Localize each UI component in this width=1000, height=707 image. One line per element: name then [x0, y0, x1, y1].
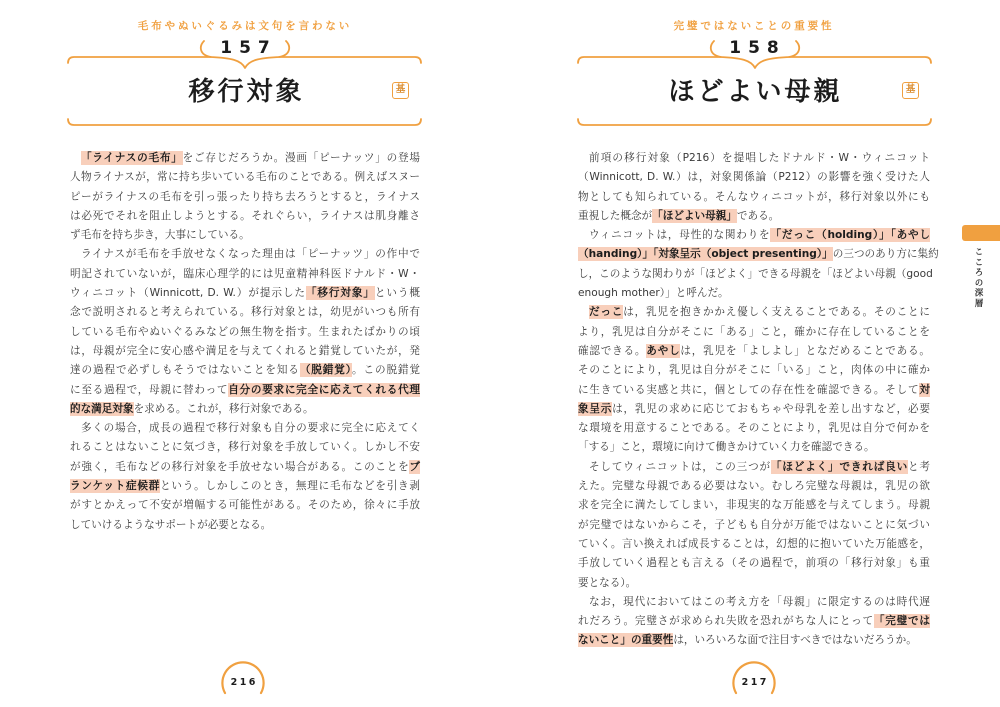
- text-line: [578, 361, 930, 380]
- text-line: [70, 477, 420, 496]
- text-run: ライナスが毛布を手放せなくなった理由は「ピーナッツ」の作中で: [81, 248, 420, 261]
- text-run: である。: [736, 209, 780, 222]
- text-line: [578, 303, 930, 322]
- text-run: 多くの場合，成長の過程で移行対象も自分の要求に完全に応えてく: [81, 422, 420, 435]
- text-line: [70, 226, 420, 245]
- paragraph: [70, 149, 420, 245]
- paragraph: [70, 245, 420, 419]
- text-line: [70, 361, 420, 380]
- highlighted-term: だっこ: [589, 306, 624, 319]
- text-line: [70, 168, 420, 187]
- text-line: [578, 631, 930, 650]
- text-line: [70, 496, 420, 515]
- text-run: 物としても知られている。そんなウィニコットが，移行対象以外にも: [578, 190, 930, 203]
- highlighted-term: 自分の要求に完全に応えてくれる代理: [228, 383, 420, 396]
- text-run: そのことにより，乳児は自分がそこに「いる」こと，肉体の中に確か: [578, 364, 930, 377]
- body-text: [70, 149, 420, 535]
- text-line: [578, 226, 930, 245]
- text-line: [578, 612, 930, 631]
- text-run: と考: [908, 460, 931, 473]
- text-line: [70, 381, 420, 400]
- text-line: [578, 245, 939, 264]
- paragraph: [578, 593, 930, 651]
- text-line: [578, 554, 930, 573]
- text-run: している毛布やぬいぐるみなどの無生物を指す。生まれたばかりの頃: [70, 325, 420, 338]
- text-run: 人物ライナスが，常に持ち歩いている毛布のことである。例えばスヌー: [70, 171, 420, 184]
- paragraph: [70, 419, 420, 535]
- text-line: [70, 284, 420, 303]
- entry-title: 移行対象: [188, 77, 305, 107]
- basic-level-badge-icon: 基: [392, 82, 409, 99]
- text-line: [578, 323, 930, 342]
- text-run: 要となる）。: [578, 576, 637, 589]
- highlighted-term: （handing）」「対象呈示（object presenting）」: [578, 248, 833, 261]
- highlighted-term: 「ライナスの毛布」: [81, 152, 183, 164]
- text-line: [578, 574, 930, 593]
- highlighted-term: ブ: [409, 460, 420, 473]
- highlighted-term: 象呈示: [578, 402, 613, 415]
- text-run: し，このような関わりが「ほどよく」できる母親を「ほどよい母親（good: [578, 267, 933, 280]
- text-run: ウィニコットは，母性的な関わりを: [589, 229, 771, 242]
- text-line: [578, 419, 930, 438]
- text-run: enough mother）」と呼んだ。: [578, 287, 729, 300]
- entry-subtitle: 毛布やぬいぐるみは文句を言わない: [137, 20, 353, 32]
- text-line: [70, 323, 420, 342]
- text-line: [70, 438, 420, 457]
- text-run: えた。完璧な母親である必要はない。むしろ完璧な母親は，乳児の欲: [578, 480, 930, 493]
- highlighted-term: （脱錯覚）: [299, 364, 352, 377]
- entry-title: ほどよい母親: [668, 77, 843, 107]
- chapter-thumb-label: こころの深層: [973, 247, 983, 309]
- text-run: がすとかえって不安が増幅する可能性がある。そのため，徐々に手放: [70, 499, 420, 512]
- text-run: は，母親が完全に安心感や満足を与えてくれると錯覚していたが，発: [70, 344, 420, 357]
- highlighted-term: ランケット症候群: [70, 480, 161, 493]
- text-run: れだろう。完璧さが求められ失敗を恐れがちな人にとって: [578, 615, 874, 628]
- text-run: という。しかしこのとき，無理に毛布などを引き剥: [160, 480, 420, 493]
- text-run: は，乳児を抱きかかえ優しく支えることである。そのことに: [623, 306, 931, 319]
- text-run: ピーがライナスの毛布を引っ張ったり持ち去ろうとすると，ライナス: [70, 190, 420, 203]
- text-line: [70, 342, 420, 361]
- text-line: [578, 149, 930, 168]
- text-line: [578, 168, 930, 187]
- text-line: [578, 438, 930, 457]
- text-line: [578, 477, 930, 496]
- text-run: が完璧ではないからこそ，子どもも自分が万能ではないことに気づい: [578, 518, 930, 531]
- text-run: そしてウィニコットは，この三つが: [589, 460, 771, 473]
- text-line: [70, 265, 420, 284]
- paragraph: [578, 303, 930, 457]
- text-run: 手放していく過程とも言える（その過程で，前項の「移行対象」も重: [578, 557, 930, 570]
- text-line: [70, 245, 420, 264]
- entry-number: 157: [220, 38, 277, 58]
- text-run: より，乳児は自分がそこに「ある」こと，確かに存在していることを: [578, 325, 930, 338]
- highlighted-term: 「移行対象」: [305, 287, 375, 300]
- text-run: （Winnicott, D. W.）は，対象関係論（P212）の影響を強く受けた人: [578, 171, 930, 184]
- text-line: [578, 535, 930, 554]
- text-line: [70, 207, 420, 226]
- text-run: が強く，毛布などの移行対象を手放せない場合がある。このことを: [70, 460, 410, 473]
- text-run: 確認できる。: [578, 344, 647, 357]
- highlighted-term: 的な満足対象: [70, 402, 134, 415]
- text-run: 前項の移行対象（P216）を提唱したドナルド・W・ウィニコット: [589, 152, 930, 164]
- text-run: なお，現代においてはこの考え方を「母親」に限定するのは時代遅: [589, 595, 930, 608]
- page-number: [732, 661, 776, 705]
- text-run: という概: [374, 287, 421, 300]
- entry-subtitle: 完璧ではないことの重要性: [673, 20, 835, 32]
- basic-level-badge-icon: 基: [902, 82, 919, 99]
- text-run: の三つのあり方に集約: [832, 248, 939, 261]
- page-right: [500, 0, 1000, 707]
- text-run: 重視した概念が: [578, 209, 653, 222]
- text-line: [70, 419, 420, 438]
- highlighted-term: 「ほどよい母親」: [652, 209, 737, 222]
- text-line: [70, 516, 420, 535]
- highlighted-term: 対: [919, 383, 930, 396]
- text-run: は，乳児の求めに応じておもちゃや母乳を差し出すなど，必要: [612, 402, 930, 415]
- text-run: は，いろいろな面で注目すべきではないだろうか。: [673, 634, 917, 647]
- text-run: は必死でそれを阻止しようとする。それぐらい，ライナスは肌身離さ: [70, 209, 420, 222]
- text-line: [578, 207, 930, 226]
- highlighted-term: 「だっこ（holding）」「あやし: [770, 229, 930, 242]
- text-line: [578, 400, 930, 419]
- text-run: に至る過程で，母親に替わって: [70, 383, 229, 396]
- text-line: [578, 516, 930, 535]
- text-line: [70, 303, 420, 322]
- text-line: [578, 496, 930, 515]
- entry-number: 158: [729, 38, 786, 58]
- text-line: [70, 188, 420, 207]
- text-run: を求める。これが，移行対象である。: [133, 402, 314, 415]
- text-run: をご存じだろうか。漫画「ピーナッツ」の登場: [182, 152, 420, 164]
- text-run: ていく。言い換えれば成長することは，幻想的に抱いていた万能感を，: [578, 537, 930, 550]
- page-number-label: 217: [741, 677, 769, 688]
- paragraph: [578, 458, 930, 593]
- page-number-label: 216: [230, 677, 258, 688]
- text-run: は，乳児を「よしよし」となだめることである。: [680, 344, 930, 357]
- text-line: [578, 188, 930, 207]
- text-run: 。この脱錯覚: [351, 364, 421, 377]
- text-run: に生きている実感と共に，個としての存在性を確認できる。そして: [578, 383, 920, 396]
- text-run: していけるようなサポートが必要となる。: [70, 518, 272, 531]
- text-line: [70, 400, 420, 419]
- text-run: 念で説明されると考えられている。移行対象とは，幼児がいつも所有: [70, 306, 420, 319]
- text-run: 達の過程で必ずしもそうではないことを知る: [70, 364, 300, 377]
- chapter-thumb-tab: [962, 225, 1000, 241]
- text-run: 求を完全に満たしてしまい，非現実的な万能感を与えてしまう。母親: [578, 499, 930, 512]
- paragraph: [578, 149, 930, 226]
- text-line: [70, 458, 420, 477]
- highlighted-term: 「完璧では: [873, 615, 931, 628]
- text-run: ず毛布を持ち歩き，大事にしている。: [70, 229, 250, 242]
- text-line: [578, 381, 930, 400]
- text-line: [578, 342, 930, 361]
- text-line: [578, 265, 933, 284]
- text-line: [70, 149, 420, 168]
- text-run: 明記されていないが，臨床心理学的には児童精神科医ドナルド・W・: [70, 267, 420, 280]
- text-run: ウィニコット（Winnicott, D. W.）が提示した: [70, 287, 306, 300]
- highlighted-term: あやし: [646, 344, 681, 357]
- page-number: [221, 661, 265, 705]
- highlighted-term: 「ほどよく」できれば良い: [770, 460, 908, 473]
- paragraph: [578, 226, 939, 303]
- body-text: [578, 149, 939, 651]
- text-line: [578, 458, 930, 477]
- text-line: [578, 593, 930, 612]
- text-run: れることはないことに気づき，移行対象を手放していく。しかし不安: [70, 441, 420, 454]
- text-run: 「する」こと，環境に向けて働きかけていく力を確認できる。: [578, 441, 875, 454]
- highlighted-term: ないこと」の重要性: [578, 634, 674, 647]
- text-line: [578, 284, 930, 303]
- text-run: な環境を用意することである。そのことにより，乳児は自分で何かを: [578, 422, 930, 435]
